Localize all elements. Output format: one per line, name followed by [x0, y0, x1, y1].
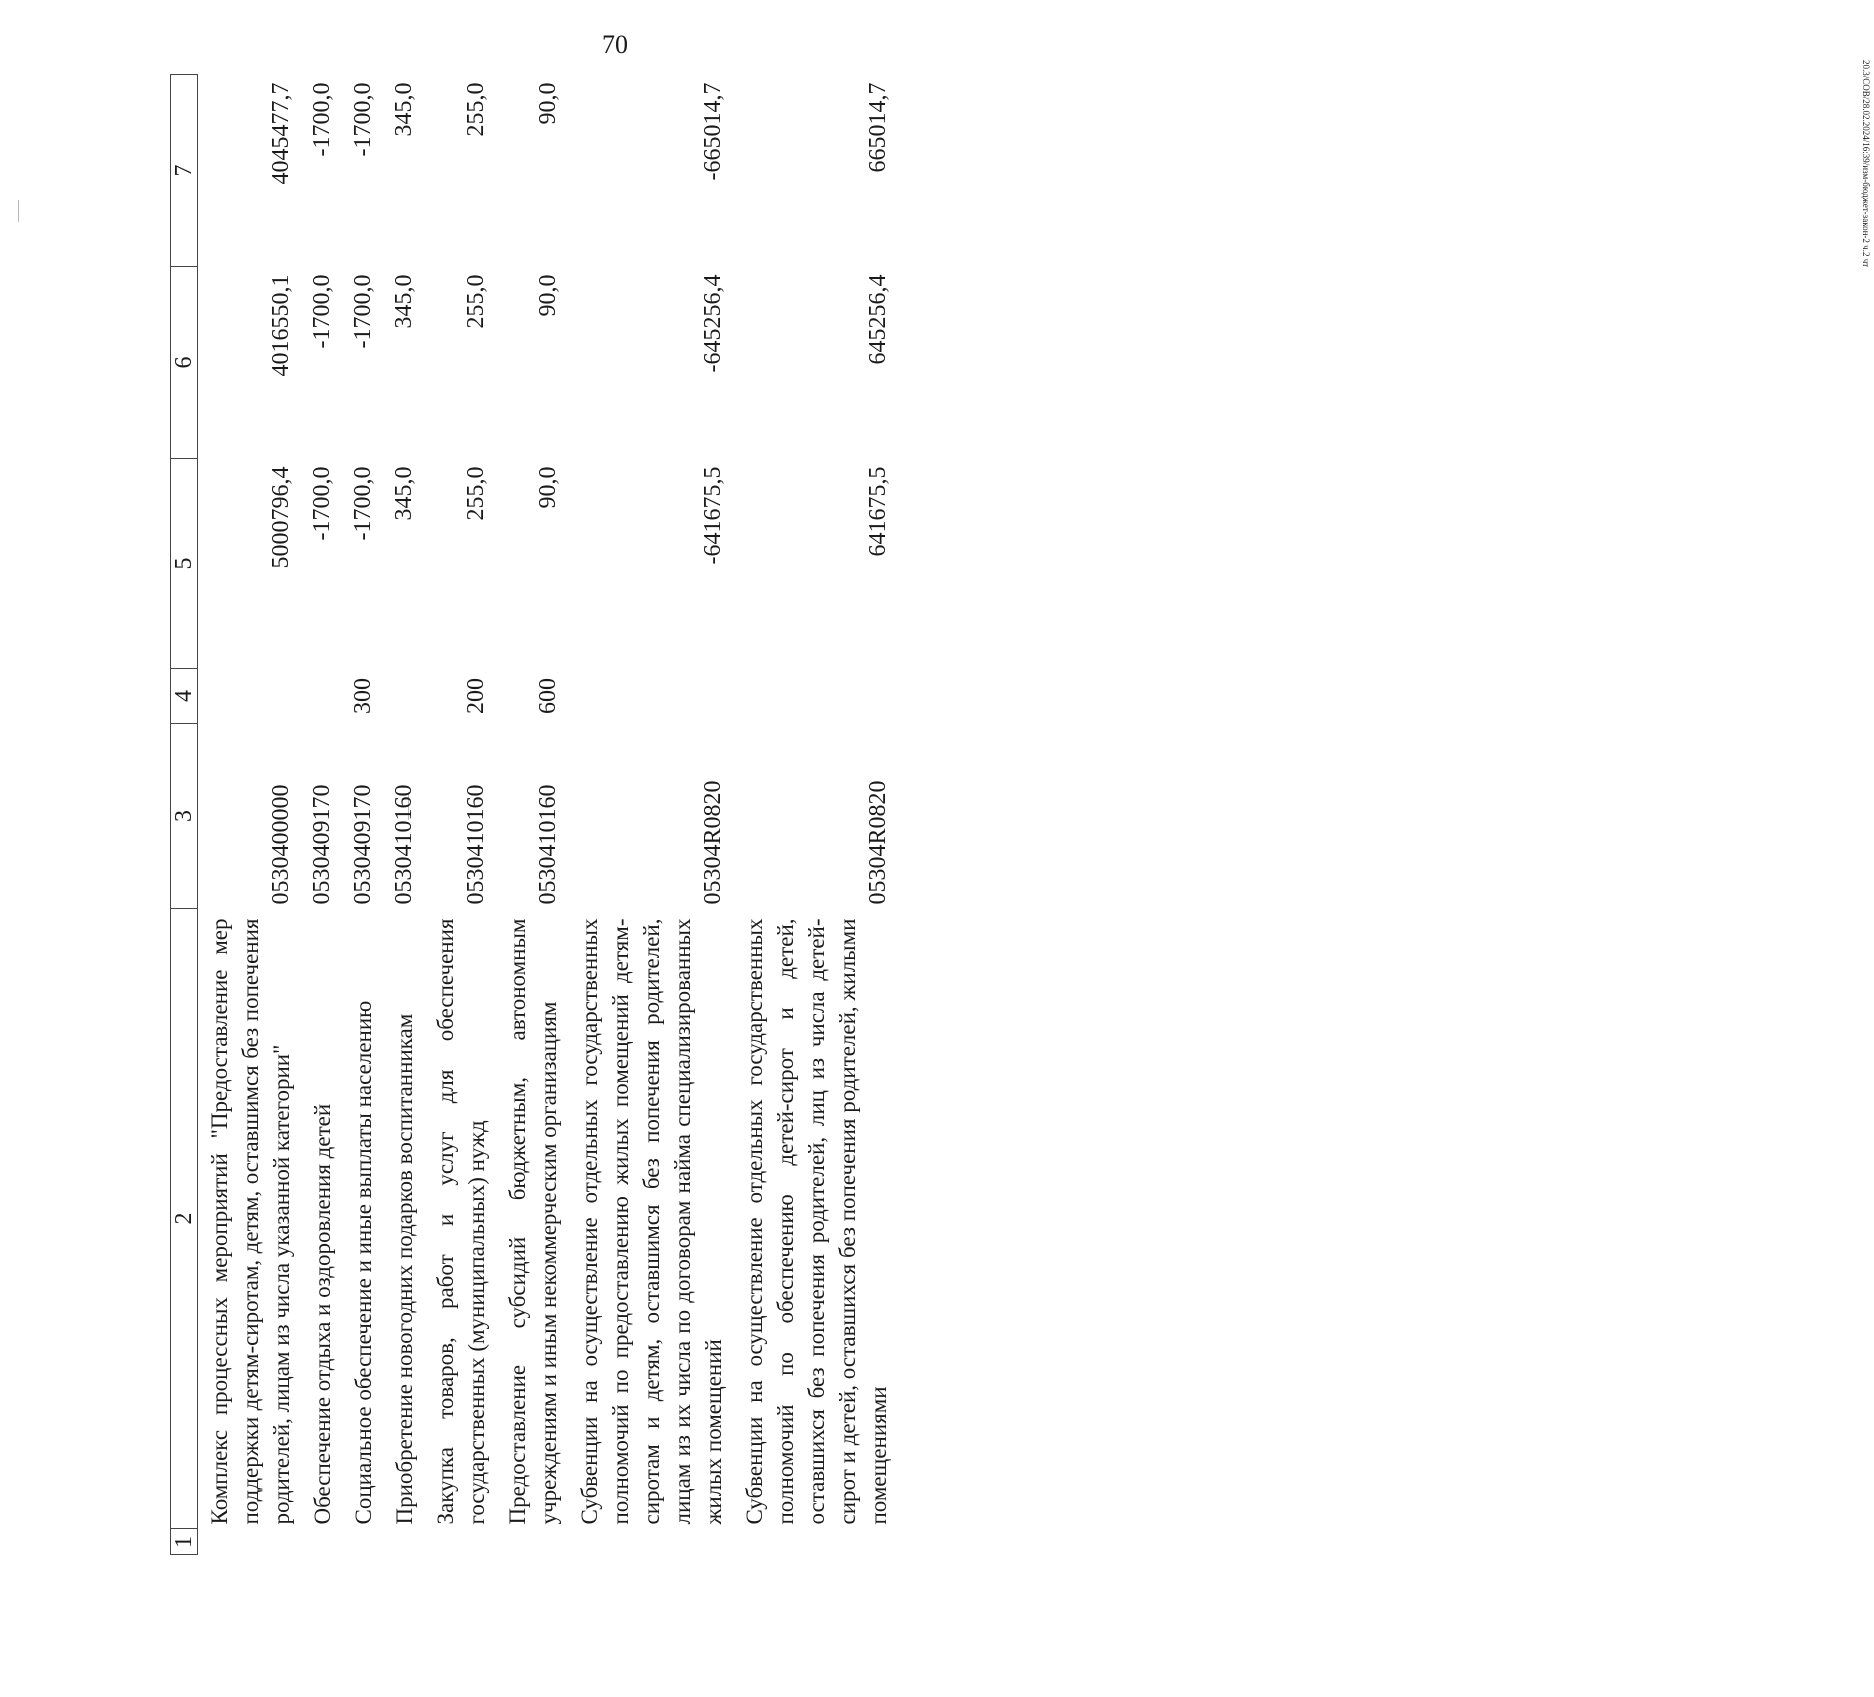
row-name: Субвенции на осуществление отдельных государственных полномочий по обеспечению детей-сирот и детей, оставшихся без попечения родителей, лиц из числа детей-сирот и детей, оставшихся без попечения родителей, жилыми помещениями [742, 918, 891, 1525]
table-header-row [171, 75, 198, 1555]
amount-col6: -1700,0 [350, 274, 376, 349]
row-name: Обеспечение отдыха и оздоровления детей [310, 1103, 335, 1525]
amount-col7: 345,0 [391, 82, 417, 137]
budget-table [170, 74, 898, 1555]
target-code: 0530409170 [309, 784, 335, 905]
amount-col6: 4016550,1 [268, 274, 294, 377]
expense-type: 300 [350, 678, 376, 714]
column-header: 1 [171, 1529, 198, 1555]
amount-col6: 255,0 [463, 274, 489, 329]
column-header: 4 [171, 669, 198, 724]
amount-col6: 645256,4 [865, 274, 891, 365]
row-number-cell [496, 1529, 568, 1555]
table-row [568, 75, 733, 1555]
expense-type: 200 [463, 678, 489, 714]
amount-col5: -641675,5 [700, 466, 726, 565]
amount-col7: 4045477,7 [268, 82, 294, 185]
row-number-cell [568, 1529, 733, 1555]
amount-col5: 345,0 [391, 466, 417, 521]
rotated-table-wrapper [170, 75, 1170, 1555]
amount-col7: -1700,0 [309, 82, 335, 157]
table-row [342, 75, 383, 1555]
row-name: Предоставление субсидий бюджетным, автономным учреждениям и иным некоммерческим организациям [505, 918, 561, 1525]
expense-type [301, 669, 342, 724]
amount-col5: 5000796,4 [268, 466, 294, 569]
expense-type [383, 669, 424, 724]
row-number-cell [342, 1529, 383, 1555]
amount-col6: 345,0 [391, 274, 417, 329]
table-row [301, 75, 342, 1555]
row-number-cell [733, 1529, 898, 1555]
target-code: 05304R0820 [700, 780, 726, 905]
expense-type [568, 669, 733, 724]
target-code: 0530410160 [391, 784, 417, 905]
table-row [383, 75, 424, 1555]
page-number: 70 [602, 30, 628, 59]
expense-type [733, 669, 898, 724]
row-name: Закупка товаров, работ и услуг для обеспечения государственных (муниципальных) нужд [433, 918, 489, 1525]
expense-type: 600 [535, 678, 561, 714]
column-header: 3 [171, 724, 198, 909]
amount-col7: 90,0 [535, 82, 561, 125]
target-code: 05304R0820 [865, 780, 891, 905]
row-name: Комплекс процессных мероприятий "Предоставление мер поддержки детям-сиротам, детям, оставшимся без попечения родителей, лицам из числа указанной категории" [207, 918, 294, 1525]
table-row [198, 75, 302, 1555]
amount-col5: 641675,5 [865, 466, 891, 557]
row-name: Приобретение новогодних подарков воспитанникам [392, 1013, 417, 1525]
amount-col5: -1700,0 [309, 466, 335, 541]
target-code: 0530400000 [268, 784, 294, 905]
table-row [424, 75, 496, 1555]
amount-col5: 255,0 [463, 466, 489, 521]
row-number-cell [424, 1529, 496, 1555]
amount-col5: 90,0 [535, 466, 561, 509]
row-name: Социальное обеспечение и иные выплаты населению [351, 1000, 376, 1525]
amount-col6: 90,0 [535, 274, 561, 317]
amount-col6: -645256,4 [700, 274, 726, 373]
column-header: 7 [171, 75, 198, 267]
document-footer-code: 20.3/СОВ/28.02.2024/16:39/изм-бюджет-закон-2 ч.2 чт [1861, 60, 1871, 268]
column-header: 5 [171, 459, 198, 669]
row-number-cell [198, 1529, 302, 1555]
target-code: 0530410160 [535, 784, 561, 905]
expense-type [198, 669, 302, 724]
column-header: 2 [171, 909, 198, 1529]
row-name: Субвенции на осуществление отдельных государственных полномочий по предоставлению жилых помещений детям-сиротам и детям, оставшимся без попечения родителей, лицам из их числа по договорам найма специализированных жилых помещений [577, 918, 726, 1525]
amount-col5: -1700,0 [350, 466, 376, 541]
row-number-cell [301, 1529, 342, 1555]
amount-col7: -1700,0 [350, 82, 376, 157]
amount-col6: -1700,0 [309, 274, 335, 349]
target-code: 0530409170 [350, 784, 376, 905]
scan-mark [18, 200, 19, 222]
amount-col7: -665014,7 [700, 82, 726, 181]
column-header: 6 [171, 267, 198, 459]
table-row [496, 75, 568, 1555]
amount-col7: 665014,7 [865, 82, 891, 173]
target-code: 0530410160 [463, 784, 489, 905]
table-row [733, 75, 898, 1555]
amount-col7: 255,0 [463, 82, 489, 137]
row-number-cell [383, 1529, 424, 1555]
